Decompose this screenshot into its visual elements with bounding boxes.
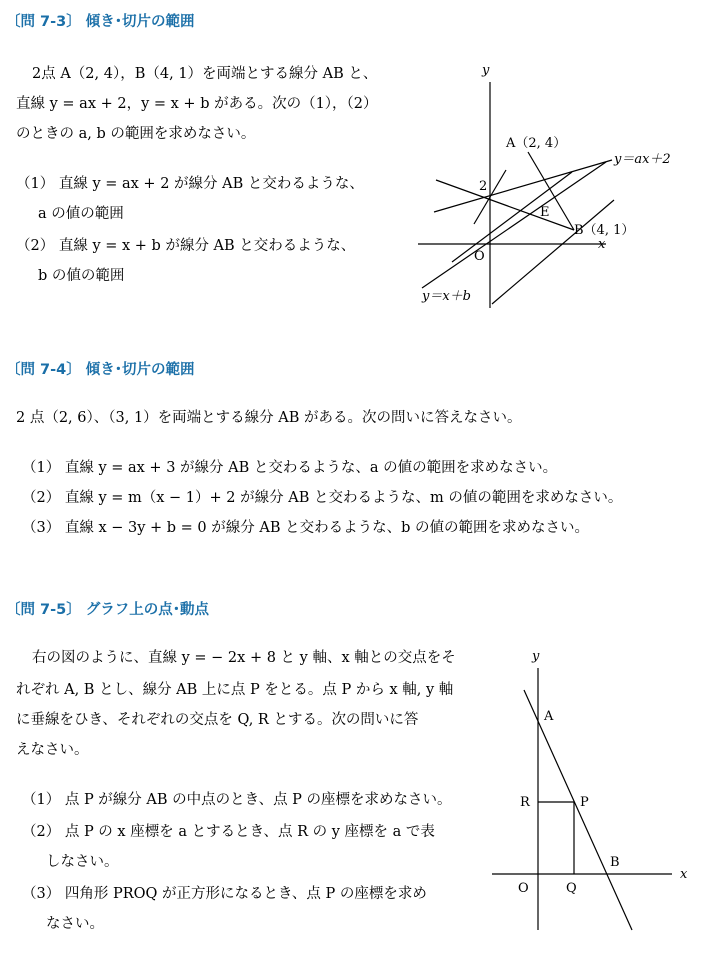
problem-7-4-intro: 2 点（2, 6）、（3, 1）を両端とする線分 AB がある。次の問いに答えなさい。 <box>16 410 522 426</box>
problem-7-5-point-q-label: Q <box>566 881 577 896</box>
problem-7-5-intro-line-4: えなさい。 <box>16 742 89 758</box>
problem-7-5-question-2-cont: しなさい。 <box>46 854 119 870</box>
problem-7-4-question-1: （1） 直線 y = ax + 3 が線分 AB と交わるような、a の値の範囲を求めなさい。 <box>22 460 558 476</box>
problem-7-5-x-axis-label: x <box>680 867 688 882</box>
problem-7-5-question-2: （2） 点 P の x 座標を a とするとき、点 R の y 座標を a で表 <box>22 824 435 840</box>
problem-7-5-origin-label: O <box>518 881 529 896</box>
problem-7-3-line1-label: y＝ax＋2 <box>614 152 671 167</box>
problem-7-5-intro-line-1: 右の図のように、直線 y = − 2x + 8 と y 軸、x 軸との交点をそ <box>32 650 456 666</box>
problem-7-3-origin-label: O <box>474 249 485 264</box>
problem-7-5-point-r-label: R <box>520 795 530 810</box>
problem-7-3-question-2: （2） 直線 y = x + b が線分 AB と交わるような、 <box>16 238 356 254</box>
problem-7-3-intro-line-2: 直線 y = ax + 2，y = x + b がある。次の（1），（2） <box>16 96 378 112</box>
problem-7-3-question-1: （1） 直線 y = ax + 2 が線分 AB と交わるような、 <box>16 176 364 192</box>
problem-7-5-question-3-cont: なさい。 <box>46 916 104 932</box>
problem-7-3-point-b-label: B（4, 1） <box>574 223 635 238</box>
problem-7-5-point-a-label: A <box>544 709 554 724</box>
problem-7-5-y-axis-label: y <box>532 649 540 664</box>
problem-7-4-question-2: （2） 直線 y = m（x − 1）+ 2 が線分 AB と交わるような、m の値の範囲を求めなさい。 <box>22 490 623 506</box>
problem-7-3-x-axis-label: x <box>598 237 606 252</box>
problem-7-3-intercept-label: 2 <box>479 179 488 194</box>
problem-7-3-line2-label: y＝x＋b <box>422 289 471 304</box>
problem-7-5-intro-line-2: れぞれ A, B とし、線分 AB 上に点 P をとる。点 P から x 軸, y 軸 <box>16 682 454 698</box>
problem-7-3-question-1-cont: a の値の範囲 <box>38 206 124 222</box>
problem-7-3-heading: 〔問 7-3〕 傾き･切片の範囲 <box>6 14 195 30</box>
problem-7-5-question-1: （1） 点 P が線分 AB の中点のとき、点 P の座標を求めなさい。 <box>22 792 452 808</box>
problem-7-3-point-e-label: E <box>540 205 550 220</box>
problem-7-5-point-p-label: P <box>580 795 589 810</box>
problem-7-4-question-3: （3） 直線 x − 3y + b = 0 が線分 AB と交わるような、b の値の範囲を求めなさい。 <box>22 520 589 536</box>
problem-7-3-point-a-label: A（2, 4） <box>506 136 567 151</box>
problem-7-5-point-b-label: B <box>610 855 620 870</box>
problem-7-3-y-axis-label: y <box>482 63 490 78</box>
problem-7-5-heading: 〔問 7-5〕 グラフ上の点･動点 <box>6 602 210 618</box>
problem-7-3-question-2-cont: b の値の範囲 <box>38 268 125 284</box>
problem-7-3-intro-line-3: のときの a, b の範囲を求めなさい。 <box>16 126 256 142</box>
problem-7-5-question-3: （3） 四角形 PROQ が正方形になるとき、点 P の座標を求め <box>22 886 427 902</box>
problem-7-5-intro-line-3: に垂線をひき、それぞれの交点を Q, R とする。次の問いに答 <box>16 712 419 728</box>
problem-7-3-intro-line-1: 2点 A（2, 4），B（4, 1）を両端とする線分 AB と、 <box>32 66 378 82</box>
problem-7-4-heading: 〔問 7-4〕 傾き･切片の範囲 <box>6 362 195 378</box>
